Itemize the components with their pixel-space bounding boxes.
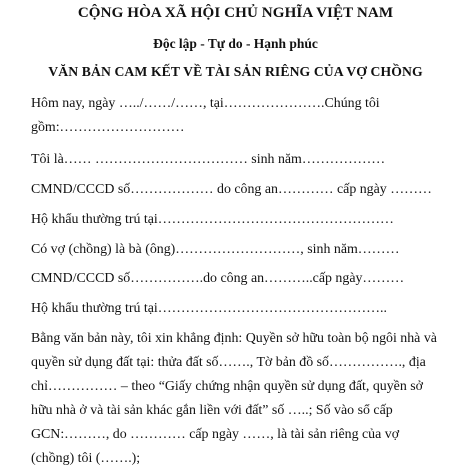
id-card-line: CMND/CCCD số……………… do công an………… cấp ngày ………	[31, 182, 432, 197]
declaration-line-1: Bằng văn bản này, tôi xin khẳng định: Quyền sở hữu toàn bộ ngôi nhà và	[31, 331, 437, 346]
spouse-residence-line: Hộ khẩu thường trú tại…………………………………………..	[31, 301, 387, 316]
declaration-line-5: GCN:………, do ………… cấp ngày ……, là tài sản riêng của vợ	[31, 427, 400, 442]
members-line: gồm:………………………	[31, 120, 185, 135]
declaration-line-3: chỉ…………… – theo “Giấy chứng nhận quyền sử dụng đất, quyền sở	[31, 379, 423, 394]
document-title: VĂN BẢN CAM KẾT VỀ TÀI SẢN RIÊNG CỦA VỢ CHỒNG	[48, 64, 423, 79]
name-line: Tôi là…… …………………………… sinh năm………………	[31, 152, 386, 167]
date-place-line: Hôm nay, ngày …../……/……, tại………………….Chúng tôi	[31, 96, 380, 111]
spouse-id-card-line: CMND/CCCD số…………….do công an………..cấp ngày………	[31, 271, 405, 286]
national-title: CỘNG HÒA XÃ HỘI CHỦ NGHĨA VIỆT NAM	[77, 4, 394, 21]
declaration-line-4: hữu nhà ở và tài sản khác gắn liền với đất” số …..; Số vào sổ cấp	[31, 403, 393, 418]
residence-line: Hộ khẩu thường trú tại……………………………………………	[31, 212, 394, 227]
spouse-line: Có vợ (chồng) là bà (ông)………………………, sinh năm………	[31, 242, 400, 257]
motto: Độc lập - Tự do - Hạnh phúc	[153, 36, 318, 51]
declaration-line-6: (chồng) tôi (…….);	[31, 451, 141, 466]
declaration-line-2: quyền sử dụng đất tại: thửa đất số……., Tờ bản đồ số……………., địa	[31, 355, 426, 370]
